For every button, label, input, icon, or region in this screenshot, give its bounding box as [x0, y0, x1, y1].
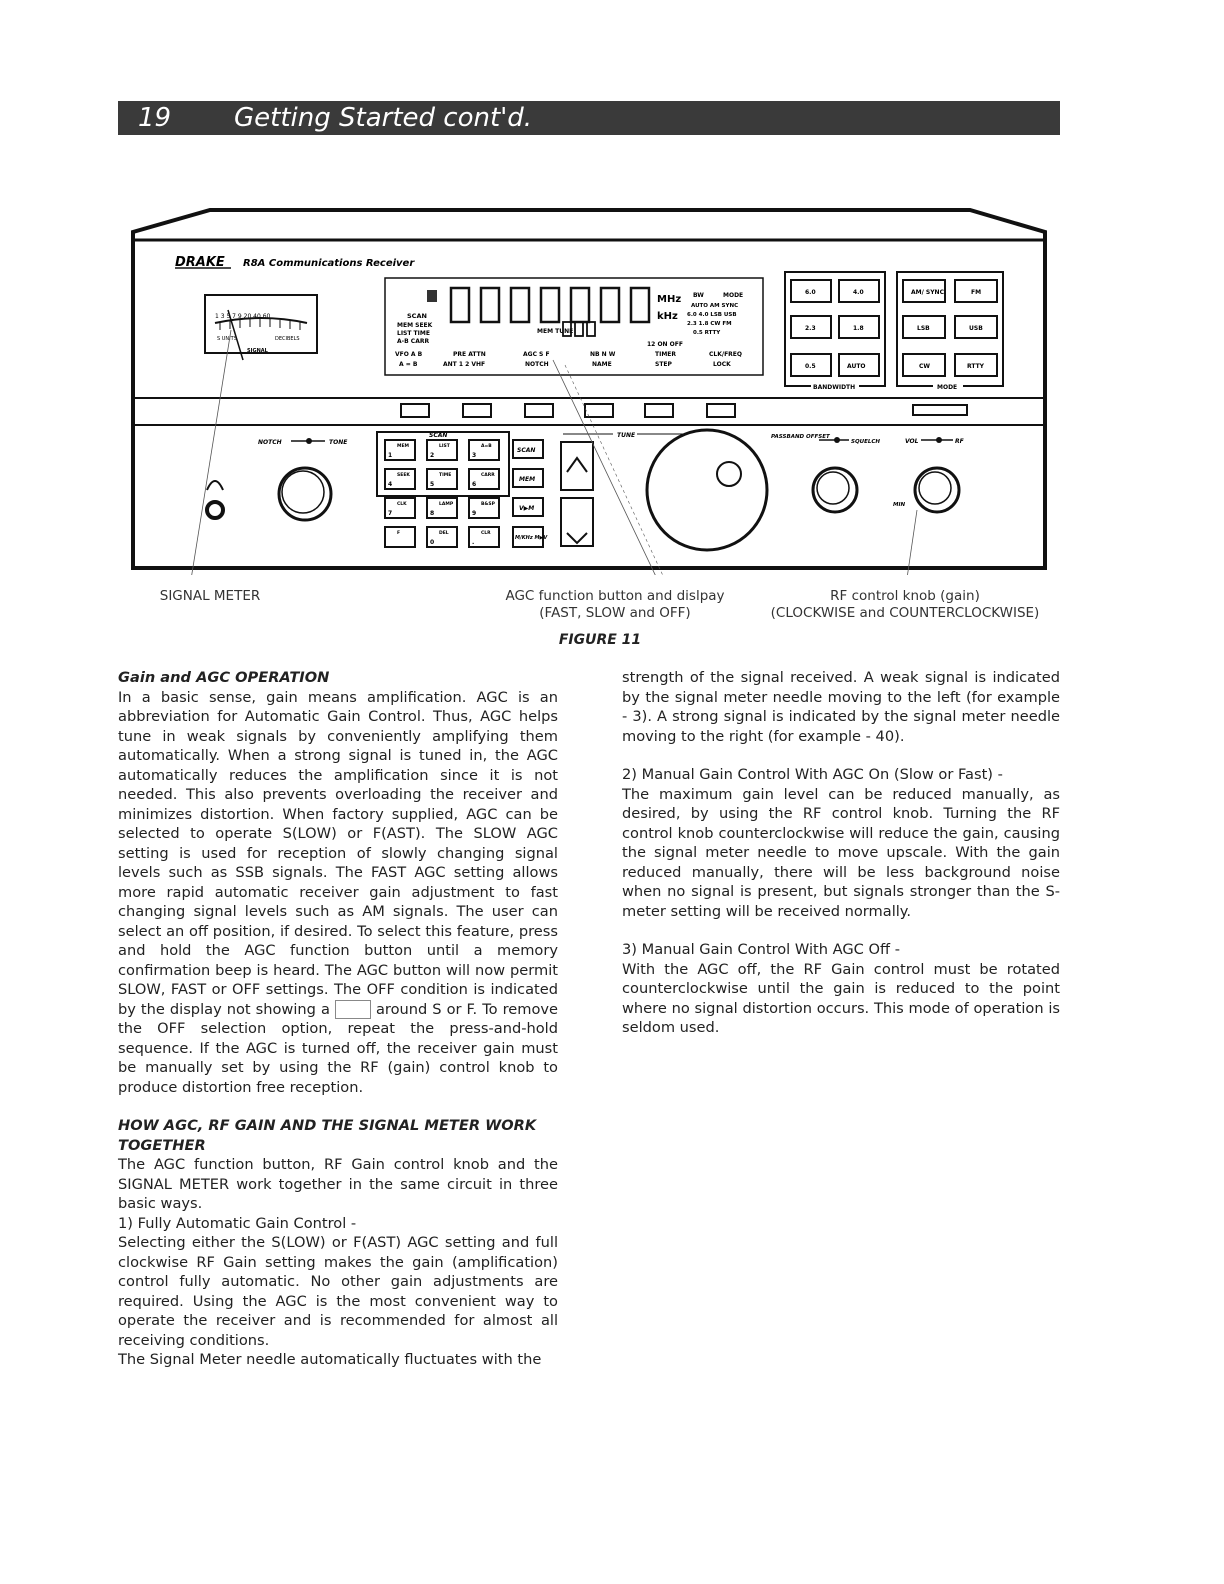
keypad-key[interactable]	[427, 498, 457, 518]
mode-button[interactable]	[903, 280, 945, 302]
section-heading: Gain and AGC OPERATION	[118, 669, 330, 686]
svg-text:0: 0	[430, 539, 435, 546]
lcd-display	[385, 278, 763, 375]
svg-text:0.5 RTTY: 0.5 RTTY	[693, 330, 721, 336]
signal-meter	[205, 295, 317, 360]
svg-text:ANT 1 2 VHF: ANT 1 2 VHF	[443, 361, 486, 368]
svg-text:CLK/FREQ: CLK/FREQ	[709, 351, 742, 358]
svg-text:LIST: LIST	[439, 444, 450, 449]
svg-text:MEM SEEK: MEM SEEK	[397, 322, 433, 329]
svg-text:F: F	[397, 531, 401, 536]
svg-text:NB N W: NB N W	[590, 351, 616, 358]
svg-text:1 3 5 7 9 20 40 60: 1 3 5 7 9 20 40 60	[215, 313, 271, 320]
svg-text:S UNITS: S UNITS	[217, 336, 237, 342]
tune-down-button[interactable]	[561, 498, 593, 546]
page-number: 19	[138, 103, 172, 133]
svg-text:B&SP: B&SP	[481, 502, 495, 507]
svg-text:AUTO AM SYNC: AUTO AM SYNC	[691, 303, 739, 309]
svg-text:LIST TIME: LIST TIME	[397, 330, 430, 337]
keypad-key[interactable]	[427, 469, 457, 489]
paragraph: Selecting either the S(LOW) or F(AST) AGC setting and full clockwise RF Gain setting makes the gain (amplification) control fully automatic. No other gain adjustments are required. Using the AGC is the most convenient way to operate the receiver and is recommended for almost all receiving conditions.	[118, 1234, 558, 1349]
svg-text:MEM TUNE: MEM TUNE	[537, 328, 574, 335]
svg-text:MHz: MHz	[657, 294, 682, 305]
page-title: Getting Started cont'd.	[234, 103, 533, 133]
svg-text:3: 3	[472, 452, 477, 459]
keypad-key[interactable]	[469, 527, 499, 547]
bw-button[interactable]	[839, 280, 879, 302]
paragraph: The Signal Meter needle automatically fluctuates with the	[118, 1351, 542, 1368]
svg-text:V▶M: V▶M	[519, 505, 535, 512]
page-header	[118, 101, 1060, 135]
svg-text:4: 4	[388, 481, 393, 488]
mode-button[interactable]	[955, 280, 997, 302]
svg-text:8: 8	[430, 510, 435, 517]
svg-text:USB: USB	[969, 325, 983, 332]
keypad-key[interactable]	[385, 440, 415, 460]
svg-text:SCAN: SCAN	[407, 312, 427, 320]
tune-up-button[interactable]	[561, 442, 593, 490]
bw-button[interactable]	[791, 280, 831, 302]
rf-volume-knob[interactable]	[915, 468, 959, 512]
svg-text:DECIBELS: DECIBELS	[275, 336, 300, 342]
svg-text:0.5: 0.5	[805, 363, 816, 370]
svg-text:M/KHz M▶V: M/KHz M▶V	[515, 535, 548, 541]
svg-text:STEP: STEP	[655, 361, 672, 368]
svg-text:AM/ SYNC: AM/ SYNC	[911, 289, 944, 296]
svg-text:SQUELCH: SQUELCH	[851, 439, 881, 445]
paragraph: The maximum gain level can be reduced manually, as desired, by using the RF control knob. Turning the RF control knob counterclockwise will reduce the gain, causing the signal meter needle to move upscale. With the gain reduced manually, there will be less background noise when no signal is present, but signals stronger than the S-meter setting will be received normally.	[622, 785, 1060, 920]
svg-text:FM: FM	[971, 289, 982, 296]
svg-text:2.3: 2.3	[805, 325, 816, 332]
svg-text:CLR: CLR	[481, 531, 491, 536]
svg-text:SCAN: SCAN	[429, 432, 448, 439]
svg-text:CLK: CLK	[397, 502, 407, 507]
section-heading: HOW AGC, RF GAIN AND THE SIGNAL METER WORK TOGETHER	[118, 1117, 537, 1154]
bw-button[interactable]	[791, 354, 831, 376]
keypad-key[interactable]	[385, 469, 415, 489]
svg-text:2.3 1.8 CW FM: 2.3 1.8 CW FM	[687, 321, 732, 327]
svg-text:A=B: A=B	[481, 444, 492, 449]
paragraph: In a basic sense, gain means amplification. AGC is an abbreviation for Automatic Gain Control. Thus, AGC helps tune in weak signals by conveniently amplifying them automatically. When a strong signal is tuned in, the AGC automatically reduces the amplification since it is not needed. This also prevents overloading the receiver and minimizes distortion. When factory supplied, AGC can be selected to operate S(LOW) or F(AST). The SLOW AGC setting is used for reception of slowly changing signal levels such as SSB signals. The FAST AGC setting allows more rapid automatic receiver gain adjustment to fast changing signal levels such as AM signals. The user can select an off position, if desired. To select this feature, press and hold the AGC function button until a memory confirmation beep is heard. The AGC button will now permit SLOW, FAST or OFF settings. The OFF condition is indicated by the display not showing a around S or F. To remove the OFF selection option, repeat the press-and-hold sequence. If the AGC is turned off, the receiver gain must be manually set by using the RF (gain) control knob to produce distortion free reception.	[118, 688, 559, 1096]
svg-text:NOTCH: NOTCH	[525, 361, 549, 368]
left-column	[118, 668, 558, 1370]
off-indicator-box	[335, 1000, 371, 1019]
svg-text:9: 9	[472, 510, 477, 517]
side-key[interactable]	[513, 440, 543, 458]
svg-text:NOTCH: NOTCH	[258, 439, 282, 446]
svg-text:RTTY: RTTY	[967, 363, 985, 370]
figure-title: FIGURE 11	[558, 632, 642, 648]
svg-text:12 ON OFF: 12 ON OFF	[647, 341, 683, 348]
svg-text:VOL: VOL	[905, 438, 919, 445]
svg-text:2: 2	[430, 452, 435, 459]
receiver-figure	[125, 200, 1055, 575]
svg-text:LSB: LSB	[917, 325, 930, 332]
svg-text:SEEK: SEEK	[397, 473, 410, 478]
svg-text:MIN: MIN	[893, 502, 906, 508]
model-label: R8A Communications Receiver	[243, 258, 415, 269]
mode-button[interactable]	[903, 316, 945, 338]
bw-button[interactable]	[791, 316, 831, 338]
svg-text:BANDWIDTH: BANDWIDTH	[813, 384, 856, 391]
paragraph: With the AGC off, the RF Gain control must be rotated counterclockwise until the gain is reduced to the point where no signal distortion occurs. This mode of operation is seldom used.	[622, 960, 1060, 1036]
svg-text:MODE: MODE	[723, 292, 744, 299]
svg-text:TONE: TONE	[329, 439, 348, 446]
svg-text:MEM: MEM	[397, 444, 410, 449]
mode-button[interactable]	[903, 354, 945, 376]
caption-agc: AGC function button and dislpay (FAST, SLOW and OFF)	[505, 588, 725, 621]
svg-text:A-B CARR: A-B CARR	[397, 338, 430, 345]
svg-text:PASSBAND OFFSET: PASSBAND OFFSET	[771, 434, 830, 440]
svg-text:7: 7	[388, 510, 393, 517]
paragraph: strength of the signal received. A weak signal is indicated by the signal meter needle moving to the left (for example - 3). A strong signal is indicated by the signal meter needle moving to the right (for example - 40).	[622, 669, 1060, 745]
svg-text:6.0 4.0 LSB USB: 6.0 4.0 LSB USB	[687, 312, 737, 318]
caption-rf: RF control knob (gain) (CLOCKWISE and COUNTERCLOCKWISE)	[770, 588, 1040, 621]
svg-text:1: 1	[388, 452, 393, 459]
list-item-title: 3) Manual Gain Control With AGC Off -	[622, 941, 900, 958]
bw-button[interactable]	[839, 354, 879, 376]
svg-text:MEM: MEM	[519, 476, 536, 483]
notch-tone-knob[interactable]	[279, 468, 331, 520]
svg-text:DEL: DEL	[439, 531, 449, 536]
svg-text:TUNE: TUNE	[617, 432, 636, 439]
svg-text:TIME: TIME	[439, 473, 452, 478]
svg-text:A = B: A = B	[399, 361, 418, 368]
keypad-key[interactable]	[469, 469, 499, 489]
list-item-title: 1) Fully Automatic Gain Control -	[118, 1214, 357, 1232]
svg-text:kHz: kHz	[657, 311, 678, 322]
side-key[interactable]	[513, 527, 548, 547]
svg-text:AGC S F: AGC S F	[523, 351, 550, 358]
svg-text:SCAN: SCAN	[517, 447, 536, 454]
right-column	[622, 668, 1060, 1038]
svg-text:CW: CW	[919, 363, 931, 370]
keypad-key[interactable]	[469, 498, 499, 518]
svg-text:1.8: 1.8	[853, 325, 864, 332]
keypad-key[interactable]	[385, 498, 415, 518]
keypad-key[interactable]	[427, 527, 457, 547]
paragraph: The AGC function button, RF Gain control knob and the SIGNAL METER work together in the same circuit in three basic ways.	[118, 1156, 558, 1212]
keypad-key[interactable]	[469, 440, 499, 460]
side-key[interactable]	[513, 498, 543, 516]
svg-text:TIMER: TIMER	[655, 351, 677, 358]
keypad	[377, 432, 509, 547]
svg-text:PRE ATTN: PRE ATTN	[453, 351, 486, 358]
svg-text:NAME: NAME	[592, 361, 612, 368]
svg-text:MODE: MODE	[937, 384, 958, 391]
svg-text:.: .	[472, 539, 475, 546]
svg-text:4.0: 4.0	[853, 289, 864, 296]
brand-logo: DRAKE	[175, 255, 225, 270]
svg-text:RF: RF	[955, 438, 964, 445]
passband-squelch-knob[interactable]	[813, 468, 857, 512]
side-key[interactable]	[513, 469, 543, 487]
tuning-knob[interactable]	[647, 430, 767, 550]
caption-signal-meter: SIGNAL METER	[159, 588, 261, 604]
mode-button[interactable]	[955, 316, 997, 338]
mode-button[interactable]	[955, 354, 997, 376]
svg-text:5: 5	[430, 481, 435, 488]
bw-button[interactable]	[839, 316, 879, 338]
svg-text:CARR: CARR	[481, 473, 495, 478]
keypad-key[interactable]	[385, 527, 415, 547]
svg-text:SIGNAL: SIGNAL	[247, 348, 268, 354]
svg-text:VFO A B: VFO A B	[395, 351, 423, 358]
svg-text:BW: BW	[693, 292, 704, 299]
svg-text:AUTO: AUTO	[847, 363, 866, 370]
svg-text:LAMP: LAMP	[439, 502, 454, 507]
keypad-key[interactable]	[427, 440, 457, 460]
svg-text:LOCK: LOCK	[713, 361, 731, 368]
list-item-title: 2) Manual Gain Control With AGC On (Slow or Fast) -	[622, 766, 1003, 783]
svg-text:6: 6	[472, 481, 477, 488]
svg-text:6.0: 6.0	[805, 289, 816, 296]
